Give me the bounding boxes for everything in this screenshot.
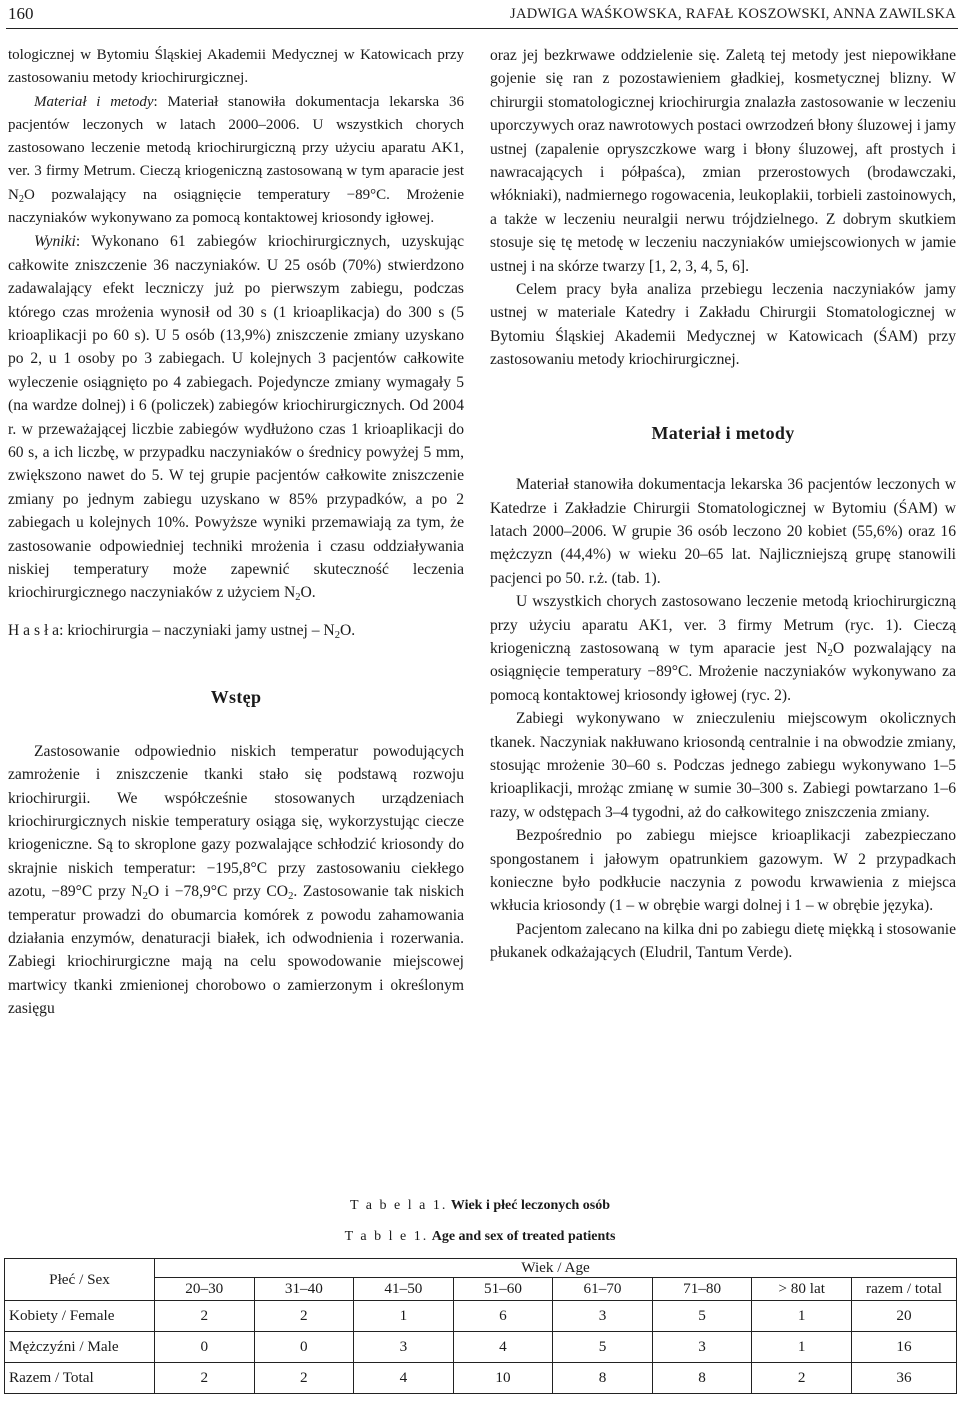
table-cell: 3: [652, 1332, 752, 1363]
results-text: : Wykonano 61 zabiegów kriochirurgicznych, uzyskując całkowite zniszczenie 36 naczyniaków. U 25 osób (70%) stwierdzono zadawalający efekt leczniczy już po pierwszym zabiegu, podczas którego czas mrożenia wynosił od 30 s (1 krioaplikacja) do 300 s (5 krioaplikacji po 60 s). U 5 osób (13,9%) zniszczenie zmiany uzyskano po 2, u 1 osoby po 3 zabiegach. U kolejnych 3 pacjentów całkowite wyleczenie osiągnięto po 4 zabiegach. Pojedyncze zmiany wymagały 5 (na wardze dolnej) i 6 (policzek) zabiegów kriochirurgicznych. Od 2004 r. w przeważającej liczbie zabiegów wydłużono czas 1 krioaplikacji do 60 s, a ich liczbę, w przypadku naczyniaków o średnicy powyżej 5 mm, zwiększono nawet do 5. W tej grupie pacjentów całkowite zniszczenie zmiany po jednym zabiegu uzyskano w 85% przypadków, a po 2 zabiegach u kolejnych 10%. Powyższe wyniki przemawiają za tym, że zastosowanie odpowiedniej techniki mrożenia i czasu oddziaływania niskiej temperatury może zapewnić skuteczność leczenia kriochirurgicznego naczyniaków z użyciem N: [8, 233, 464, 602]
page-header: [0, 0, 960, 30]
table-cell: 36: [851, 1363, 956, 1394]
table-cell: 0: [155, 1332, 255, 1363]
table-row: [5, 1301, 957, 1332]
column-header: 71–80: [652, 1278, 752, 1301]
apparatus-text-end: O pozwalający na osiągnięcie temperatury −89°C. Mrożenie naczyniaków wykonywano za pomocą kontaktowej kriosondy igłowej (ryc. 2).: [490, 639, 957, 704]
subscript: 2: [142, 891, 148, 903]
table-row: [5, 1363, 957, 1394]
caption-label: T a b e l a 1.: [349, 1198, 448, 1213]
row-label: Razem / Total: [5, 1363, 155, 1394]
subscript: 2: [295, 592, 301, 604]
table-cell: 10: [453, 1363, 553, 1394]
table-cell: 20: [851, 1301, 956, 1332]
table-cell: 4: [453, 1332, 553, 1363]
table-cell: 6: [453, 1301, 553, 1332]
subscript: 2: [18, 193, 24, 205]
table-cell: 8: [652, 1363, 752, 1394]
table-cell: 2: [254, 1363, 354, 1394]
table-caption-en: [0, 1227, 960, 1247]
table-cell: 3: [354, 1332, 454, 1363]
caption-title: Age and sex of treated patients: [431, 1229, 616, 1244]
table-cell: 2: [155, 1301, 255, 1332]
row-label: Kobiety / Female: [5, 1301, 155, 1332]
table-body: [5, 1301, 957, 1394]
methods-paragraph-aftercare: Pacjentom zalecano na kilka dni po zabiegu dietę miękką i stosowanie płukanek odkażających (Eludril, Tantum Verde).: [490, 920, 956, 962]
table-caption-pl: [0, 1196, 960, 1216]
column-header: razem / total: [851, 1278, 956, 1301]
keywords-text: kriochirurgia – naczyniaki jamy ustnej – N: [67, 621, 335, 639]
caption-label: T a b l e 1.: [344, 1229, 429, 1244]
table-cell: 2: [155, 1363, 255, 1394]
keywords-text-end: O.: [339, 621, 356, 639]
keywords-label: H a s ł a:: [8, 621, 64, 639]
results-label: Wyniki: [34, 233, 76, 251]
intro-heading: Wstęp: [210, 687, 262, 708]
subscript: 2: [288, 891, 294, 903]
age-sex-table: [4, 1258, 957, 1394]
table-cell: 8: [553, 1363, 653, 1394]
column-group-age: Wiek / Age: [155, 1259, 957, 1278]
row-label: Mężczyźni / Male: [5, 1332, 155, 1363]
table-cell: 3: [553, 1301, 653, 1332]
table-row: [5, 1332, 957, 1363]
column-header: > 80 lat: [752, 1278, 852, 1301]
table-captions: [0, 1196, 960, 1258]
intro-text-end: . Zastosowanie tak niskich temperatur prowadzi do obumarcia komórek z powodu zahamowania działania enzymów, denaturacji białek, ich odwodnienia i rozerwania. Zabiegi kriochirurgiczne mają na celu spowodowanie miejscowej martwicy tkanki zmienionej chorobowo o zamierzonym i określonym zasięgu: [8, 883, 465, 1018]
table-cell: 5: [652, 1301, 752, 1332]
column-header: 41–50: [354, 1278, 454, 1301]
abstract-block: [8, 44, 464, 230]
methods-text: : Materiał stanowiła dokumentacja lekarska 36 pacjentów leczonych w latach 2000–2006. U wszystkich chorych zastosowano leczenie metodą kriochirurgiczną przy użyciu aparatu AK1, ver. 3 firmy Metrum. Cieczą kriogeniczną zastosowaną w tym aparacie jest N: [8, 93, 464, 203]
abstract-intro: tologicznej w Bytomiu Śląskiej Akademii Medycznej w Katowicach przy zastosowaniu metody kriochirurgicznej.: [8, 47, 464, 87]
table-cell: 4: [354, 1363, 454, 1394]
methods-paragraph-procedure: Zabiegi wykonywano w znieczuleniu miejscowym okolicznych tkanek. Naczyniak nakłuwano kriosondą centralnie i na obwodzie zmiany, stosując mrożenie 30–60 s. Podczas jednego zabiegu wykonywano 1–5 krioaplikacji, mrożąc zmianę w sumie 30–300 s. Zabiegi powtarzano 1–6 razy, w odstępach 3–4 tygodni, aż do całkowitego zniszczenia zmiany.: [490, 710, 956, 821]
row-header-sex: Płeć / Sex: [5, 1259, 155, 1301]
intro-paragraph: [8, 740, 464, 1021]
table-cell: 16: [851, 1332, 956, 1363]
keywords: [8, 619, 464, 642]
column-header: 61–70: [553, 1278, 653, 1301]
abstract-methods: [8, 91, 464, 231]
methods-paragraph-dressing: Bezpośrednio po zabiegu miejsce krioaplikacji zabezpieczano spongostanem i jałowym opatrunkiem gazowym. W 2 przypadkach konieczne było podkłucie naczynia z powodu krwawienia z miejsca wkłucia kriosondy (1 – w obrębie wargi dolnej i 1 – w obrębie języka).: [490, 827, 956, 915]
table-cell: 0: [254, 1332, 354, 1363]
aim-paragraph: Celem pracy była analiza przebiegu leczenia naczyniaków jamy ustnej w materiale Katedry i Zakładu Chirurgii Stomatologicznej w Bytomiu Śląskiej Akademii Medycznej w Katowicach (ŚAM) przy zastosowaniu metody kriochirurgicznej.: [490, 281, 956, 369]
left-column: [8, 44, 464, 1021]
header-rule: [6, 28, 958, 29]
column-header: 31–40: [254, 1278, 354, 1301]
methods-paragraph-material: Materiał stanowiła dokumentacja lekarska 36 pacjentów leczonych w Katedrze i Zakładzie Chirurgii Stomatologicznej w Bytomiu (ŚAM) w latach 2000–2006. W grupie 36 osób leczono 20 kobiet (55,6%) oraz 16 mężczyzn (44,4%) w wieku 20–65 lat. Najliczniejszą grupę stanowili pacjenci po 50. r.ż. (tab. 1).: [490, 476, 956, 587]
right-column: [490, 44, 956, 965]
table-cell: 2: [752, 1363, 852, 1394]
subscript: 2: [827, 648, 833, 660]
apparatus-text: U wszystkich chorych zastosowano leczenie metodą kriochirurgiczną przy użyciu aparatu AK1, ver. 3 firmy Metrum (ryc. 1). Cieczą kriogeniczną zastosowaną w tym aparacie jest N: [490, 593, 956, 657]
column-header: 51–60: [453, 1278, 553, 1301]
intro-text-mid: O i −78,9°C przy CO: [147, 883, 289, 901]
abstract-results: [8, 230, 464, 605]
methods-paragraph-apparatus: [490, 590, 956, 707]
results-text-end: O.: [300, 584, 316, 602]
subscript: 2: [334, 630, 340, 642]
page-number: 160: [8, 4, 34, 23]
table-cell: 5: [553, 1332, 653, 1363]
intro-text: Zastosowanie odpowiednio niskich temperatur powodujących zamrożenie i zniszczenie tkanki stało się podstawą rozwoju kriochirurgii. We współcześnie stosowanych urządzeniach kriochirurgicznych niskie temperatury osiąga się, wykorzystując ciecze kriogeniczne. Są to skroplone gazy pozwalające schłodzić kriosondy do skrajnie niskich temperatur: −195,8°C przy zastosowaniu ciekłego azotu, −89°C przy N: [8, 742, 464, 901]
methods-text-end: O pozwalający na osiągnięcie temperatury −89°C. Mrożenie naczyniaków wykonywano za pomocą kontaktowej kriosondy igłowej.: [8, 186, 464, 227]
table-cell: 1: [752, 1301, 852, 1332]
intro-paragraph-continued: oraz jej bezkrwawe oddzielenie się. Zaletą tej metody jest niepowikłane gojenie się ran z pozostawieniem gładkiej, kosmetycznej blizny. W chirurgii stomatologicznej kriochirurgia znalazła zastosowanie w leczeniu uporczywych oraz nawrotowych postaci owrzodzeń błony śluzowej i jamy ustnej (zapalenie opryszczkowe warg i błony śluzowej, aft prostych i nawracających i półpaśca), zmian przerostowych (brodawczaki, włókniaki), nadmiernego rogowacenia, leukoplakii, torbieli zastoinowych, a także w leczeniu neuralgii nerwu trójdzielnego. Z dobrym skutkiem stosuje się tę metodę w leczeniu naczyniaków umiejscowionych w jamie ustnej i na skórze twarzy [1, 2, 3, 4, 5, 6].: [490, 47, 956, 275]
column-header: 20–30: [155, 1278, 255, 1301]
table-cell: 2: [254, 1301, 354, 1332]
caption-title: Wiek i płeć leczonych osób: [450, 1198, 611, 1213]
table-cell: 1: [752, 1332, 852, 1363]
running-title: JADWIGA WAŚKOWSKA, RAFAŁ KOSZOWSKI, ANNA ZAWILSKA: [510, 6, 956, 22]
methods-label: Materiał i metody: [34, 93, 154, 110]
table-cell: 1: [354, 1301, 454, 1332]
methods-heading: Materiał i metody: [651, 422, 795, 443]
